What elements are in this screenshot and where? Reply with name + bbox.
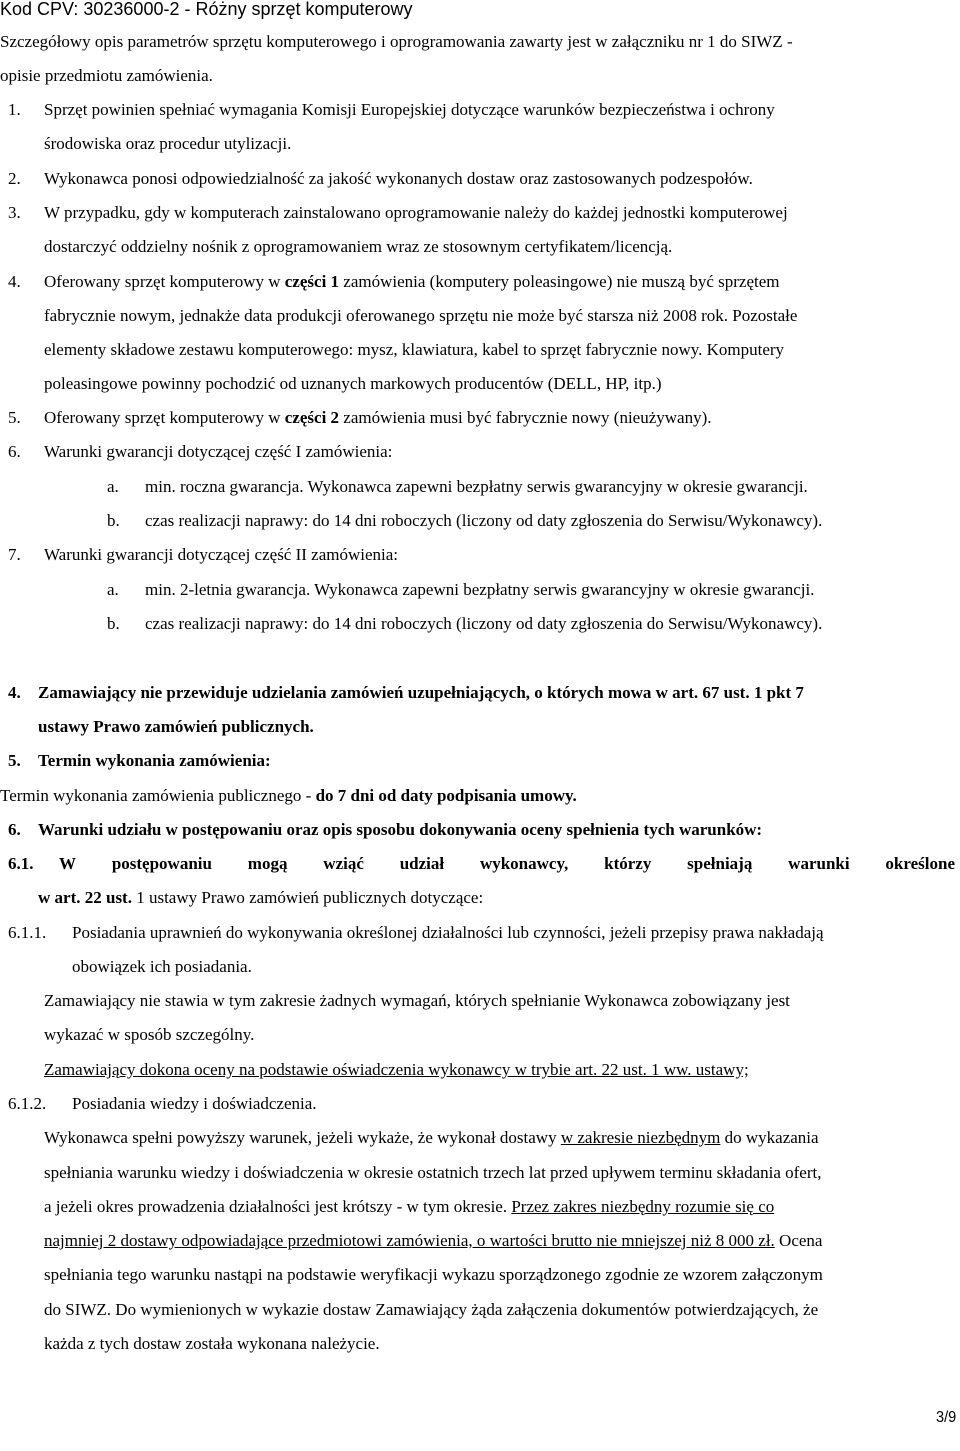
s61-word: mogą [247,854,288,873]
section-6-1-2-line-7: każda z tych dostaw została wykonana należycie. [44,1334,380,1353]
list-item-2-text: Wykonawca ponosi odpowiedzialność za jakość wykonanych dostaw oraz zastosowanych podzespołów. [44,169,753,188]
intro-line-1: Szczegółowy opis parametrów sprzętu komputerowego i oprogramowania zawarty jest w załączniku nr 1 do SIWZ - [0,32,793,51]
list-item-6a-letter: a. [107,477,119,496]
section-6-1-1-p2-line-2: wykazać w sposób szczególny. [44,1025,255,1044]
section-5-text-a: Termin wykonania zamówienia publicznego - [0,786,316,805]
list-item-1-line-1: Sprzęt powinien spełniać wymagania Komisji Europejskiej dotyczące warunków bezpieczeństwa i ochrony [44,100,775,119]
s61-word: spełniają [687,854,753,873]
section-6-1-line-2 [38,887,483,909]
list-item-7-text: Warunki gwarancji dotyczącej część II zamówienia: [44,545,399,564]
section-6-1-line-1 [59,853,955,875]
s61-word: udział [399,854,445,873]
list-item-4-number: 4. [8,272,21,291]
s61-word: wykonawcy, [479,854,569,873]
list-item-5-number: 5. [8,408,21,427]
list-item-6b-letter: b. [107,511,120,530]
section-4-line-2: ustawy Prawo zamówień publicznych. [38,717,314,736]
s612-l1a: Wykonawca spełni powyższy warunek, jeżeli wykaże, że wykonał dostawy [44,1128,561,1147]
section-6-1-1-p3: Zamawiający dokona oceny na podstawie oświadczenia wykonawcy w trybie art. 22 ust. 1 ww. ustawy; [44,1060,749,1079]
section-6-1-2-line-3 [44,1196,774,1218]
list-item-3-line-2: dostarczyć oddzielny nośnik z oprogramowaniem wraz ze stosownym certyfikatem/licencją. [44,237,673,256]
s61-word: wziąć [323,854,364,873]
list-item-4-line-1 [44,271,779,293]
list-item-6-text: Warunki gwarancji dotyczącej część I zamówienia: [44,442,393,461]
list-item-1-number: 1. [8,100,21,119]
list-item-4-part-1: części 1 [284,272,340,291]
s612-l3b: Przez zakres niezbędny rozumie się co [511,1197,775,1216]
list-item-7-number: 7. [8,545,21,564]
section-5-title: Termin wykonania zamówienia: [38,751,271,770]
section-6-1-1-line-2: obowiązek ich posiadania. [72,957,252,976]
s612-l3a: a jeżeli okres prowadzenia działalności jest krótszy - w tym okresie. [44,1197,512,1216]
s61-word: W [59,854,76,873]
list-item-4-line-2: fabrycznie nowym, jednakże data produkcji oferowanego sprzętu nie może być starsza niż 2008 rok. Pozostałe [44,306,798,325]
s61-word: warunki [788,854,850,873]
list-item-5-text-a: Oferowany sprzęt komputerowy w [44,408,285,427]
list-item-6a-text: min. roczna gwarancja. Wykonawca zapewni bezpłatny serwis gwarancyjny w okresie gwarancji. [145,477,808,496]
section-6-1-1-number: 6.1.1. [8,923,47,942]
section-4-line-1: Zamawiający nie przewiduje udzielania zamówień uzupełniających, o których mowa w art. 67 ust. 1 pkt 7 [38,683,804,702]
list-item-5-part-2: części 2 [284,408,340,427]
list-item-1-line-2: środowiska oraz procedur utylizacji. [44,134,292,153]
section-6-1-art-ref: w art. 22 ust. [38,888,132,907]
list-item-7a-letter: a. [107,580,119,599]
s612-l1c: do wykazania [720,1128,819,1147]
s612-l4b: Ocena [774,1231,823,1250]
section-6-1-2-line-5: spełniania tego warunku nastąpi na podstawie weryfikacji wykazu sporządzonego zgodnie ze wzorem załączonym [44,1265,823,1284]
section-6-1-text: 1 ustawy Prawo zamówień publicznych dotyczące: [131,888,484,907]
list-item-5-text-c: zamówienia musi być fabrycznie nowy (nieużywany). [339,408,712,427]
s612-l1b: w zakresie niezbędnym [560,1128,721,1147]
list-item-7b-letter: b. [107,614,120,633]
section-6-number: 6. [8,820,21,839]
section-5-text [0,785,577,807]
s612-l4a: najmniej 2 dostawy odpowiadające przedmiotowi zamówienia, o wartości brutto nie mniejszej niż 8 000 zł. [44,1231,775,1250]
section-4-number: 4. [8,683,21,702]
page-header-title: Kod CPV: 30236000-2 - Różny sprzęt komputerowy [0,0,413,19]
section-6-1-2-title: Posiadania wiedzy i doświadczenia. [72,1094,317,1113]
list-item-4-line-4: poleasingowe powinny pochodzić od uznanych markowych producentów (DELL, HP, itp.) [44,374,662,393]
section-6-1-2-line-6: do SIWZ. Do wymienionych w wykazie dostaw Zamawiający żąda załączenia dokumentów potwierdzających, że [44,1300,819,1319]
section-6-1-number: 6.1. [8,854,34,873]
list-item-6-number: 6. [8,442,21,461]
intro-line-2: opisie przedmiotu zamówienia. [0,66,213,85]
list-item-7b-text: czas realizacji naprawy: do 14 dni roboczych (liczony od daty zgłoszenia do Serwisu/Wykonawcy). [145,614,823,633]
page-number: 3/9 [935,1409,956,1426]
section-6-1-2-number: 6.1.2. [8,1094,47,1113]
section-6-title: Warunki udziału w postępowaniu oraz opis sposobu dokonywania oceny spełnienia tych warunków: [38,820,763,839]
list-item-4-text-c: zamówienia (komputery poleasingowe) nie muszą być sprzętem [339,272,780,291]
list-item-7a-text: min. 2-letnia gwarancja. Wykonawca zapewni bezpłatny serwis gwarancyjny w okresie gwarancji. [145,580,815,599]
s61-word: postępowaniu [111,854,212,873]
list-item-6b-text: czas realizacji naprawy: do 14 dni roboczych (liczony od daty zgłoszenia do Serwisu/Wykonawcy). [145,511,823,530]
section-6-1-2-line-4 [44,1230,822,1252]
list-item-5-text [44,407,712,429]
list-item-4-text-a: Oferowany sprzęt komputerowy w [44,272,285,291]
section-6-1-1-p2-line-1: Zamawiający nie stawia w tym zakresie żadnych wymagań, których spełnianie Wykonawca zobowiązany jest [44,991,790,1010]
s61-word: którzy [604,854,652,873]
list-item-3-number: 3. [8,203,21,222]
list-item-2-number: 2. [8,169,21,188]
section-5-deadline: do 7 dni od daty podpisania umowy. [315,786,577,805]
section-5-number: 5. [8,751,21,770]
section-6-1-2-line-2: spełniania warunku wiedzy i doświadczenia w okresie ostatnich trzech lat przed upływem terminu składania ofert, [44,1163,822,1182]
section-6-1-2-line-1 [44,1127,819,1149]
section-6-1-1-line-1: Posiadania uprawnień do wykonywania określonej działalności lub czynności, jeżeli przepisy prawa nakładają [72,923,824,942]
list-item-3-line-1: W przypadku, gdy w komputerach zainstalowano oprogramowanie należy do każdej jednostki komputerowej [44,203,788,222]
s61-word: określone [885,854,955,873]
list-item-4-line-3: elementy składowe zestawu komputerowego: mysz, klawiatura, kabel to sprzęt fabrycznie nowy. Komputery [44,340,785,359]
